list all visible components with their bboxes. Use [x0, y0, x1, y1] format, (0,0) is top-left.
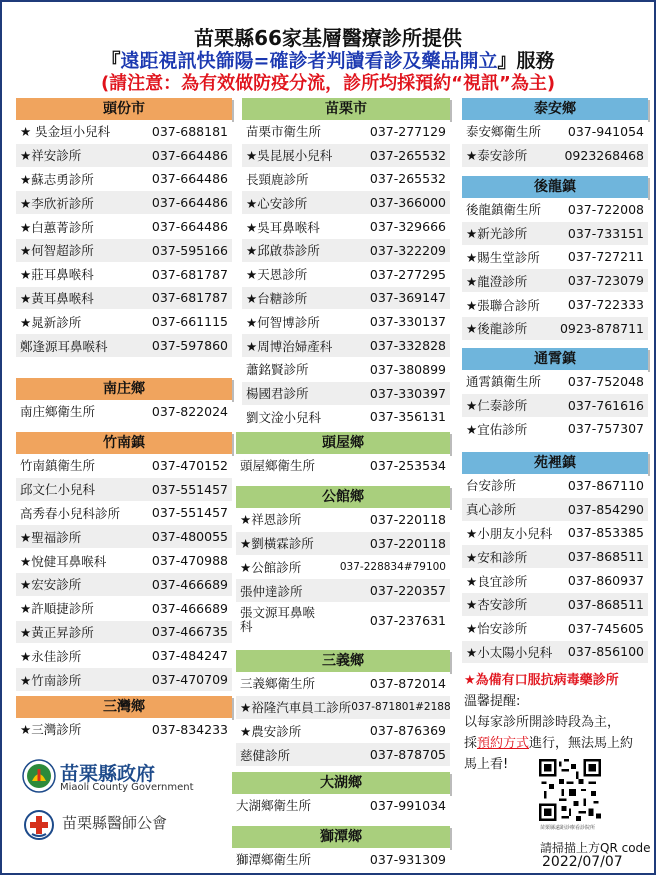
- clinic-name: 慈健診所: [240, 747, 291, 763]
- clinic-name: ★悅健耳鼻喉科: [20, 553, 107, 569]
- clinic-phone: 037-664486: [151, 171, 228, 187]
- clinic-phone: 037-220118: [369, 511, 446, 527]
- clinic-phone: 037-878705: [369, 747, 446, 763]
- clinic-name: 張仲達診所: [240, 583, 303, 599]
- clinic-name: ★ 吳金垣小兒科: [20, 124, 111, 140]
- clinic-row: [462, 370, 648, 394]
- section-header-toufen: 頭份市: [16, 98, 232, 120]
- clinic-row: [236, 454, 450, 478]
- clinic-row: [16, 120, 232, 144]
- clinic-phone: 037-228834#79100: [339, 560, 446, 573]
- clinic-phone: 037-941054: [567, 123, 644, 139]
- clinic-name: 邱文仁小兒科: [20, 482, 96, 498]
- clinic-row: [242, 215, 450, 239]
- section-zhunan: [16, 454, 232, 692]
- clinic-phone: 037-470709: [151, 672, 228, 688]
- column-2d: [236, 650, 450, 767]
- clinic-name: 高秀春小兒科診所: [20, 505, 121, 521]
- section-taian: [462, 120, 648, 168]
- clinic-phone: 037-722008: [567, 201, 644, 217]
- clinic-row: [236, 532, 450, 556]
- column-1c: [16, 432, 232, 692]
- clinic-phone: 037-595166: [151, 242, 228, 258]
- clinic-name: 通霄鎮衛生所: [466, 374, 542, 390]
- clinic-row: [462, 317, 648, 341]
- clinic-row: [16, 644, 232, 668]
- clinic-name: ★心安診所: [246, 195, 308, 211]
- clinic-phone: 037-681787: [151, 266, 228, 282]
- clinic-row: [236, 743, 450, 767]
- clinic-name: ★裕隆汽車員工診所: [240, 700, 352, 716]
- clinic-row: [16, 400, 232, 424]
- column-2: [242, 98, 450, 429]
- clinic-name: 竹南鎮衛生所: [20, 458, 96, 474]
- clinic-row: [232, 848, 450, 872]
- clinic-phone: 037-332828: [369, 338, 446, 354]
- column-1d: [16, 696, 232, 742]
- section-header-dahu: 大湖鄉: [232, 772, 450, 794]
- section-tongxiao: [462, 370, 648, 441]
- column-3b: [462, 176, 648, 341]
- clinic-row: [462, 246, 648, 270]
- reminder-line-1: 以每家診所開診時段為主，: [464, 715, 621, 730]
- clinic-phone: 037-265532: [369, 171, 446, 187]
- clinic-row: [462, 198, 648, 222]
- clinic-row: [16, 191, 232, 215]
- title-line-2-service: 遠距視訊快篩陽=確診者判讀看診及藥品開立: [120, 50, 498, 72]
- clinic-phone: 037-752048: [567, 373, 644, 389]
- title-line-2-suffix: 』服務: [497, 50, 555, 72]
- clinic-phone: 037-856100: [567, 644, 644, 660]
- section-sanyi: [236, 672, 450, 767]
- clinic-name: 台安診所: [466, 478, 517, 494]
- clinic-row: [16, 144, 232, 168]
- clinic-phone: 037-931309: [369, 851, 446, 867]
- qr-caption: 苗栗縣遠距診療看診院所: [540, 825, 596, 831]
- clinic-row: [242, 144, 450, 168]
- clinic-row: [236, 579, 450, 603]
- clinic-phone: 037-277129: [369, 123, 446, 139]
- clinic-name: ★公館診所: [240, 559, 302, 575]
- clinic-row: [16, 239, 232, 263]
- clinic-phone: 037-727211: [567, 249, 644, 265]
- clinic-phone: 037-265532: [369, 147, 446, 163]
- clinic-phone: 037-220118: [369, 535, 446, 551]
- clinic-name: ★張聯合診所: [466, 297, 540, 313]
- clinic-name: 泰安鄉衛生所: [466, 124, 542, 140]
- section-header-houlong: 後龍鎮: [462, 176, 648, 198]
- clinic-row: [462, 269, 648, 293]
- section-miaoli: [242, 120, 450, 429]
- clinic-phone: 037-867110: [567, 477, 644, 493]
- clinic-phone: 037-688181: [151, 123, 228, 139]
- clinic-name: ★黃耳鼻喉科: [20, 290, 94, 306]
- clinic-name: ★吳耳鼻喉科: [246, 219, 320, 235]
- reminder-line-3: 馬上看!: [464, 757, 509, 772]
- clinic-phone: 037-466689: [151, 576, 228, 592]
- clinic-name: ★祥恩診所: [240, 512, 302, 528]
- section-header-sanyi: 三義鄉: [236, 650, 450, 672]
- clinic-phone: 037-356131: [369, 409, 446, 425]
- clinic-name: ★三灣診所: [20, 722, 82, 738]
- scan-instruction: 請掃描上方QR code: [540, 841, 651, 855]
- clinic-phone: 037-237631: [369, 612, 446, 628]
- clinic-row: [16, 215, 232, 239]
- clinic-row: [16, 549, 232, 573]
- clinic-row: [462, 418, 648, 442]
- government-name-english: Miaoli County Government: [60, 782, 194, 793]
- clinic-name: ★泰安診所: [466, 148, 528, 164]
- clinic-row: [16, 454, 232, 478]
- section-header-touwu: 頭屋鄉: [236, 432, 450, 454]
- clinic-name: ★聖福診所: [20, 529, 82, 545]
- clinic-name: ★賜生堂診所: [466, 249, 540, 265]
- clinic-row: [242, 310, 450, 334]
- section-header-yuanli: 苑裡鎮: [462, 452, 648, 474]
- clinic-name: ★白蕙菁診所: [20, 219, 94, 235]
- clinic-row: [462, 120, 648, 144]
- legend-antiviral: ★為備有口服抗病毒藥診所: [464, 673, 619, 688]
- clinic-row: [236, 672, 450, 696]
- clinic-row: [242, 239, 450, 263]
- clinic-row: [242, 263, 450, 287]
- clinic-phone: 037-868511: [567, 549, 644, 565]
- clinic-name: ★小朋友小兒科: [466, 525, 553, 541]
- clinic-row: [16, 597, 232, 621]
- clinic-row: [242, 382, 450, 406]
- clinic-name: ★吳昆展小兒科: [246, 148, 333, 164]
- clinic-name: 劉文淦小兒科: [246, 409, 322, 425]
- section-header-nanzhuang: 南庄鄉: [16, 378, 232, 400]
- medical-association-name: 苗栗縣醫師公會: [62, 814, 168, 832]
- clinic-name: ★台糖診所: [246, 290, 308, 306]
- section-header-sanwan: 三灣鄉: [16, 696, 232, 718]
- column-3: [462, 98, 648, 168]
- section-touwu: [236, 454, 450, 478]
- clinic-row: [236, 556, 450, 580]
- section-nanzhuang: [16, 400, 232, 424]
- clinic-name: 真心診所: [466, 502, 517, 518]
- clinic-row: [462, 617, 648, 641]
- clinic-phone: 037-470152: [151, 457, 228, 473]
- clinic-row: [462, 394, 648, 418]
- clinic-name: ★永佳診所: [20, 648, 82, 664]
- clinic-row: [462, 293, 648, 317]
- clinic-phone: 037-330397: [369, 385, 446, 401]
- clinic-name: 鄭逢源耳鼻喉科: [20, 338, 108, 354]
- clinic-phone: 037-253534: [369, 457, 446, 473]
- clinic-name: 大湖鄉衛生所: [236, 798, 312, 814]
- clinic-row: [16, 573, 232, 597]
- clinic-row: [242, 120, 450, 144]
- clinic-row: [462, 641, 648, 665]
- clinic-phone: 037-380899: [369, 361, 446, 377]
- clinic-row: [16, 287, 232, 311]
- clinic-name: 獅潭鄉衛生所: [236, 852, 312, 868]
- reminder-line-2: 採預約方式進行，無法馬上約: [464, 736, 634, 751]
- clinic-row: [242, 334, 450, 358]
- clinic-row: [236, 720, 450, 744]
- clinic-name: ★後龍診所: [466, 321, 528, 337]
- government-name: 苗栗縣政府: [60, 763, 156, 785]
- clinic-row: [16, 668, 232, 692]
- clinic-name: ★安和診所: [466, 549, 528, 565]
- clinic-phone: 037-277295: [369, 266, 446, 282]
- column-1: [16, 98, 232, 358]
- clinic-row: [16, 168, 232, 192]
- clinic-phone: 037-745605: [567, 620, 644, 636]
- clinic-phone: 037-597860: [151, 338, 228, 354]
- clinic-phone: 037-733151: [567, 225, 644, 241]
- clinic-phone: 037-723079: [567, 273, 644, 289]
- clinic-row: [462, 222, 648, 246]
- clinic-phone: 037-470988: [151, 553, 228, 569]
- clinic-phone: 037-369147: [369, 290, 446, 306]
- clinic-phone: 037-551457: [151, 505, 228, 521]
- column-2f: [232, 826, 450, 872]
- reservation-method-text: 預約方式: [477, 736, 530, 751]
- clinic-phone: 037-722333: [567, 297, 644, 313]
- clinic-row: [242, 191, 450, 215]
- column-2e: [232, 772, 450, 818]
- clinic-name: ★杏安診所: [466, 597, 528, 613]
- clinic-name: 張文源耳鼻喉科: [240, 605, 316, 635]
- clinic-row: [232, 794, 450, 818]
- clinic-phone: 0923-878711: [559, 320, 644, 336]
- clinic-phone: 037-871801#2188: [351, 701, 451, 714]
- clinic-name: ★天恩診所: [246, 267, 308, 283]
- section-header-miaoli: 苗栗市: [242, 98, 450, 120]
- clinic-phone: 037-860937: [567, 573, 644, 589]
- column-1b: [16, 378, 232, 424]
- column-3d: [462, 452, 648, 664]
- clinic-phone: 037-466689: [151, 600, 228, 616]
- clinic-row: [242, 287, 450, 311]
- clinic-name: ★小太陽小兒科: [466, 644, 553, 660]
- clinic-name: ★晁新診所: [20, 314, 82, 330]
- clinic-name: ★莊耳鼻喉科: [20, 267, 94, 283]
- clinic-name: ★何智博診所: [246, 314, 320, 330]
- clinic-phone: 037-664486: [151, 219, 228, 235]
- clinic-phone: 037-322209: [369, 242, 446, 258]
- clinic-phone: 037-484247: [151, 648, 228, 664]
- clinic-phone: 037-330137: [369, 314, 446, 330]
- clinic-name: ★宏安診所: [20, 577, 82, 593]
- clinic-phone: 037-681787: [151, 290, 228, 306]
- section-header-taian: 泰安鄉: [462, 98, 648, 120]
- clinic-row: [462, 498, 648, 522]
- clinic-row: [16, 478, 232, 502]
- clinic-row: [16, 310, 232, 334]
- clinic-name: ★龍澄診所: [466, 273, 528, 289]
- clinic-row: [462, 593, 648, 617]
- clinic-row: [462, 545, 648, 569]
- miaoli-county-logo-icon: [22, 759, 56, 793]
- clinic-phone: 037-991034: [369, 797, 446, 813]
- section-header-shitan: 獅潭鄉: [232, 826, 450, 848]
- column-2c: [236, 486, 450, 638]
- clinic-name: ★宜佑診所: [466, 421, 528, 437]
- clinic-row: [16, 502, 232, 526]
- clinic-phone: 037-329666: [369, 219, 446, 235]
- clinic-phone: 037-366000: [369, 195, 446, 211]
- issue-date: 2022/07/07: [542, 854, 623, 870]
- clinic-phone: 037-761616: [567, 397, 644, 413]
- clinic-phone: 037-220357: [369, 583, 446, 599]
- clinic-row: [16, 621, 232, 645]
- clinic-name: ★農安診所: [240, 723, 302, 739]
- clinic-row: [242, 358, 450, 382]
- clinic-name: 苗栗市衛生所: [246, 124, 322, 140]
- title-line-3-notice: (請注意：為有效做防疫分流，診所均採預約“視訊”為主): [100, 73, 556, 94]
- clinic-phone: 037-876369: [369, 723, 446, 739]
- clinic-phone: 037-854290: [567, 501, 644, 517]
- clinic-row: [462, 569, 648, 593]
- clinic-row: [462, 522, 648, 546]
- clinic-row: [16, 718, 232, 742]
- clinic-phone: 037-551457: [151, 481, 228, 497]
- section-header-gongguan: 公館鄉: [236, 486, 450, 508]
- clinic-name: 三義鄉衛生所: [240, 676, 316, 692]
- clinic-row: [16, 334, 232, 358]
- clinic-phone: 037-757307: [567, 421, 644, 437]
- clinic-name: ★周博治婦產科: [246, 338, 333, 354]
- reminder-title: 溫馨提醒:: [464, 694, 521, 709]
- title-line-2-prefix: 『: [101, 50, 121, 72]
- clinic-phone: 037-872014: [369, 675, 446, 691]
- clinic-name: 頭屋鄉衛生所: [240, 458, 316, 474]
- clinic-name: ★劉橫霖診所: [240, 536, 314, 552]
- clinic-name: ★邱啟恭診所: [246, 243, 320, 259]
- clinic-name: 楊國君診所: [246, 386, 309, 402]
- clinic-phone: 037-822024: [151, 403, 228, 419]
- clinic-row: [462, 144, 648, 168]
- section-header-tongxiao: 通霄鎮: [462, 348, 648, 370]
- clinic-name: ★蘇志勇診所: [20, 171, 94, 187]
- clinic-phone: 037-834233: [151, 721, 228, 737]
- column-3c: [462, 348, 648, 441]
- section-yuanli: [462, 474, 648, 664]
- clinic-phone: 0923268468: [564, 147, 644, 163]
- clinic-name: 蕭銘賢診所: [246, 362, 309, 378]
- clinic-name: ★許順捷診所: [20, 601, 94, 617]
- clinic-row: [242, 406, 450, 430]
- clinic-name: ★李欣祈診所: [20, 195, 94, 211]
- clinic-phone: 037-661115: [151, 314, 228, 330]
- clinic-name: ★新光診所: [466, 226, 528, 242]
- clinic-name: ★祥安診所: [20, 148, 82, 164]
- clinic-name: ★竹南診所: [20, 672, 82, 688]
- clinic-name: ★怡安診所: [466, 621, 528, 637]
- clinic-name: ★良宜診所: [466, 573, 528, 589]
- qr-code[interactable]: [539, 759, 601, 821]
- section-shitan: [232, 848, 450, 872]
- clinic-row: [462, 474, 648, 498]
- clinic-name: ★黃正昇診所: [20, 624, 94, 640]
- clinic-row: [16, 525, 232, 549]
- section-houlong: [462, 198, 648, 341]
- clinic-row: [242, 168, 450, 192]
- clinic-name: 長頸鹿診所: [246, 171, 309, 187]
- clinic-name: ★仁泰診所: [466, 398, 528, 414]
- title-line-1: 苗栗縣66家基層醫療診所提供: [194, 26, 462, 50]
- section-gongguan: [236, 508, 450, 638]
- clinic-name: 南庄鄉衛生所: [20, 404, 96, 420]
- clinic-phone: 037-480055: [151, 529, 228, 545]
- section-toufen: [16, 120, 232, 358]
- clinic-phone: 037-853385: [567, 525, 644, 541]
- clinic-phone: 037-868511: [567, 596, 644, 612]
- clinic-phone: 037-664486: [151, 147, 228, 163]
- clinic-row: [16, 263, 232, 287]
- clinic-name: 後龍鎮衛生所: [466, 202, 542, 218]
- clinic-row: [236, 508, 450, 532]
- clinic-name: ★何智超診所: [20, 243, 94, 259]
- clinic-row: [236, 603, 450, 638]
- section-header-zhunan: 竹南鎮: [16, 432, 232, 454]
- section-sanwan: [16, 718, 232, 742]
- section-dahu: [232, 794, 450, 818]
- medical-association-logo-icon: [24, 810, 54, 840]
- column-2b: [236, 432, 450, 478]
- clinic-phone: 037-664486: [151, 195, 228, 211]
- clinic-phone: 037-466735: [151, 624, 228, 640]
- clinic-row: [236, 696, 450, 720]
